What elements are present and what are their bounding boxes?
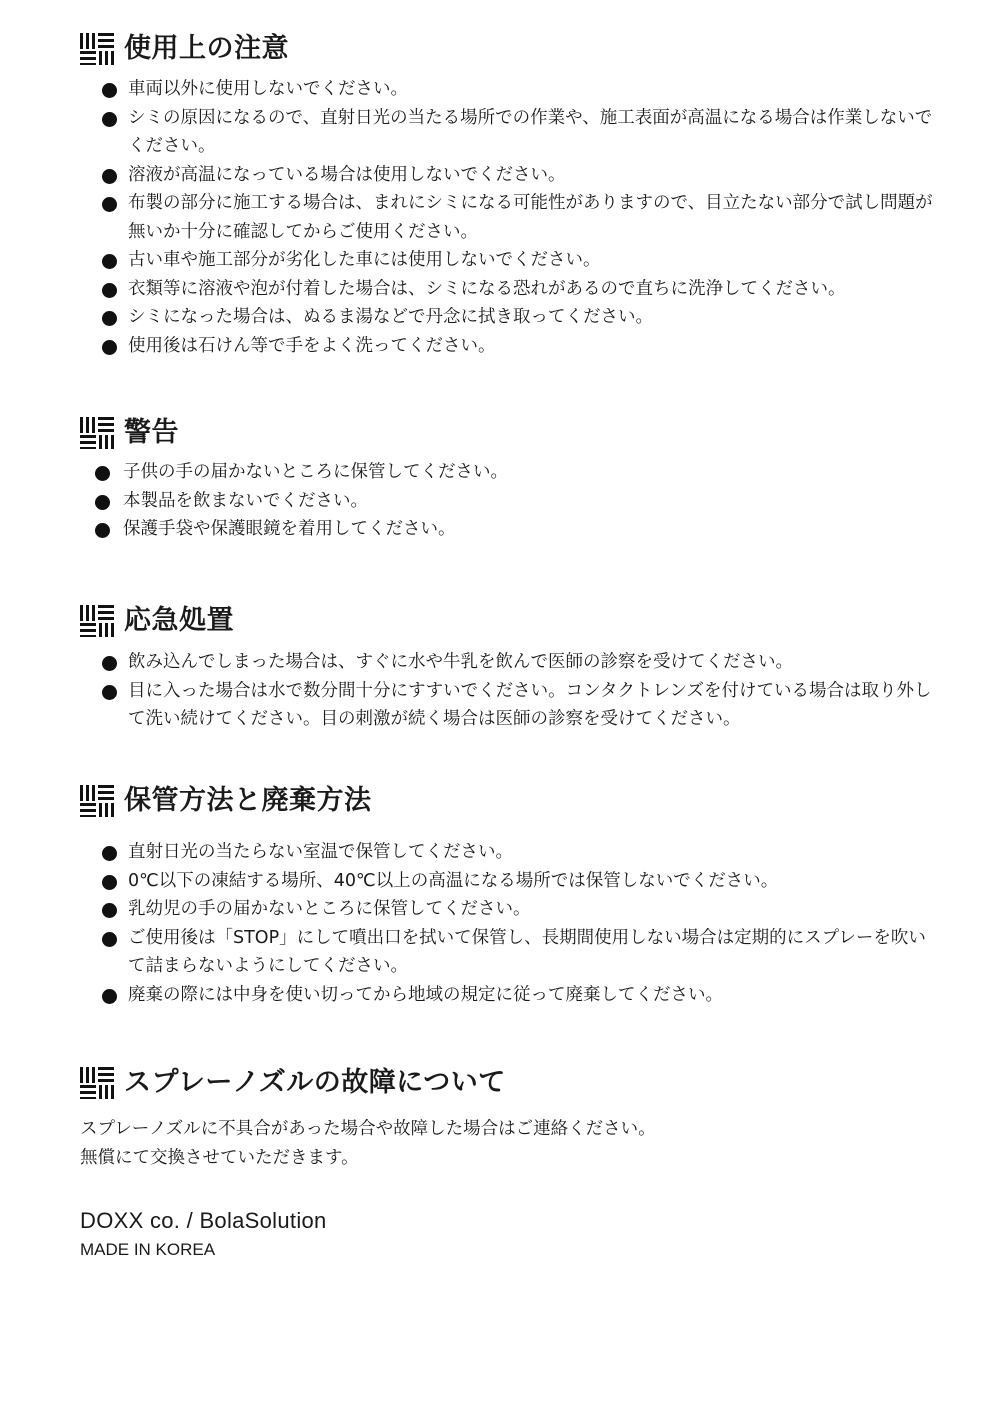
section-nozzle-failure	[80, 1066, 940, 1172]
section-title: 保管方法と廃棄方法	[124, 785, 372, 816]
bullet-icon	[102, 340, 117, 355]
section-warning	[80, 416, 940, 544]
section-lines-icon	[80, 33, 114, 65]
bullet-icon	[95, 466, 110, 481]
bullet-icon	[102, 932, 117, 947]
storage-list	[80, 838, 940, 1009]
section-usage-precautions	[80, 32, 940, 360]
list-item: ご使用後は「STOP」にして噴出口を拭いて保管し、長期間使用しない場合は定期的にスプレーを吹いて詰まらないようにしてください。	[80, 924, 940, 981]
bullet-icon	[102, 989, 117, 1004]
origin-label: MADE IN KOREA	[80, 1240, 216, 1259]
paragraph-line: スプレーノズルに不具合があった場合や故障した場合はご連絡ください。	[80, 1119, 656, 1139]
section-lines-icon	[80, 417, 114, 449]
section-lines-icon	[80, 1067, 114, 1099]
section-heading	[80, 1066, 940, 1100]
list-item: シミの原因になるので、直射日光の当たる場所での作業や、施工表面が高温になる場合は作業しないでください。	[80, 104, 940, 161]
bullet-icon	[102, 197, 117, 212]
precaution-list	[80, 75, 940, 360]
list-item: 本製品を飲まないでください。	[80, 487, 940, 516]
bullet-icon	[95, 523, 110, 538]
bullet-icon	[102, 846, 117, 861]
list-item: 子供の手の届かないところに保管してください。	[80, 458, 940, 487]
bullet-icon	[102, 311, 117, 326]
list-item: シミになった場合は、ぬるま湯などで丹念に拭き取ってください。	[80, 303, 940, 332]
list-item: 廃棄の際には中身を使い切ってから地域の規定に従って廃棄してください。	[80, 981, 940, 1010]
bullet-icon	[102, 656, 117, 671]
company-name: DOXX co. / BolaSolution	[80, 1208, 327, 1233]
section-lines-icon	[80, 785, 114, 817]
list-item: 古い車や施工部分が劣化した車には使用しないでください。	[80, 246, 940, 275]
list-item: 飲み込んでしまった場合は、すぐに水や牛乳を飲んで医師の診察を受けてください。	[80, 648, 940, 677]
list-item: 目に入った場合は水で数分間十分にすすいでください。コンタクトレンズを付けている場合は取り外して洗い続けてください。目の刺激が続く場合は医師の診察を受けてください。	[80, 677, 940, 734]
bullet-icon	[95, 495, 110, 510]
section-title: 応急処置	[124, 605, 234, 636]
footer	[80, 1208, 940, 1260]
list-item: 直射日光の当たらない室温で保管してください。	[80, 838, 940, 867]
bullet-icon	[102, 169, 117, 184]
bullet-icon	[102, 254, 117, 269]
list-item: 車両以外に使用しないでください。	[80, 75, 940, 104]
section-title: スプレーノズルの故障について	[124, 1067, 506, 1098]
section-heading	[80, 32, 940, 66]
bullet-icon	[102, 903, 117, 918]
list-item: 0℃以下の凍結する場所、40℃以上の高温になる場所では保管しないでください。	[80, 867, 940, 896]
bullet-icon	[102, 685, 117, 700]
bullet-icon	[102, 283, 117, 298]
list-item: 使用後は石けん等で手をよく洗ってください。	[80, 332, 940, 361]
bullet-icon	[102, 83, 117, 98]
warning-list	[80, 458, 940, 544]
section-lines-icon	[80, 605, 114, 637]
list-item: 乳幼児の手の届かないところに保管してください。	[80, 895, 940, 924]
list-item: 布製の部分に施工する場合は、まれにシミになる可能性がありますので、目立たない部分で試し問題が無いか十分に確認してからご使用ください。	[80, 189, 940, 246]
first-aid-list	[80, 648, 940, 734]
section-title: 警告	[124, 417, 179, 448]
bullet-icon	[102, 875, 117, 890]
section-heading	[80, 416, 940, 450]
bullet-icon	[102, 112, 117, 127]
section-storage-disposal	[80, 784, 940, 1009]
section-heading	[80, 604, 940, 638]
nozzle-paragraph	[80, 1115, 940, 1172]
section-heading	[80, 784, 940, 818]
list-item: 保護手袋や保護眼鏡を着用してください。	[80, 515, 940, 544]
section-title: 使用上の注意	[124, 33, 289, 64]
paragraph-line: 無償にて交換させていただきます。	[80, 1147, 359, 1168]
list-item: 溶液が高温になっている場合は使用しないでください。	[80, 161, 940, 190]
section-first-aid	[80, 604, 940, 734]
list-item: 衣類等に溶液や泡が付着した場合は、シミになる恐れがあるので直ちに洗浄してください。	[80, 275, 940, 304]
